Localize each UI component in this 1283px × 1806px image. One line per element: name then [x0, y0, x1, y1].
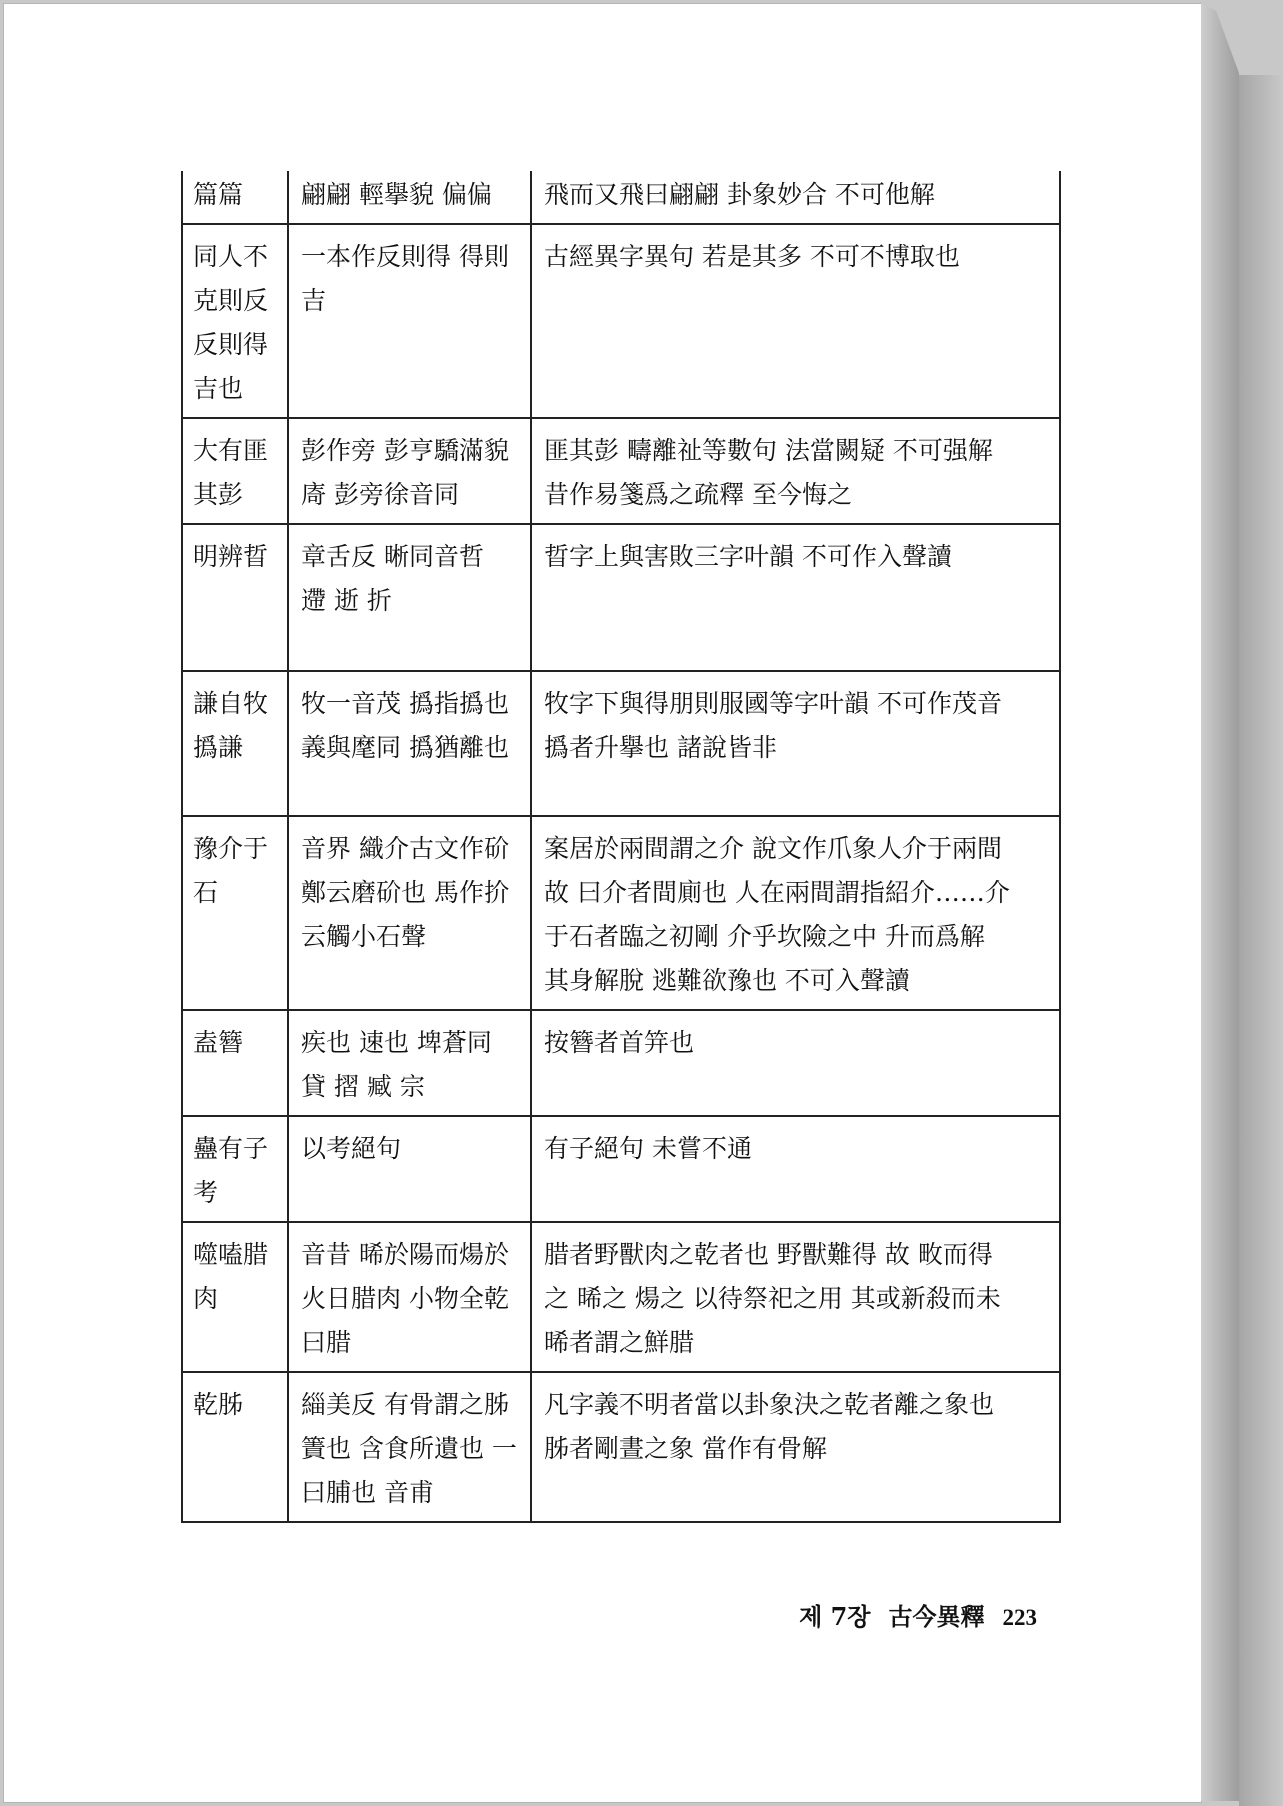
table-row: [182, 524, 1060, 671]
page-edge: [1201, 3, 1239, 1801]
term-cell: 蠱有子考: [182, 1116, 288, 1222]
page-footer: [799, 1597, 1037, 1632]
table-row: [182, 1010, 1060, 1116]
term-cell: 盍簪: [182, 1010, 288, 1116]
table-row: [182, 224, 1060, 418]
comment-cell: 牧字下與得朋則服國等字叶韻 不可作茂音 撝者升擧也 諸說皆非: [531, 671, 1060, 816]
table-row: [182, 418, 1060, 524]
term-cell: 同人不克則反反則得吉也: [182, 224, 288, 418]
comment-cell: 有子絕句 未嘗不通: [531, 1116, 1060, 1222]
note-cell: 彭作旁 彭亨驕滿貌 㢊 彭旁徐音同: [288, 418, 531, 524]
term-cell: 乾胏: [182, 1372, 288, 1522]
term-cell: 謙自牧撝謙: [182, 671, 288, 816]
note-cell: 一本作反則得 得則吉: [288, 224, 531, 418]
table-row: [182, 671, 1060, 816]
note-cell: 音昔 晞於陽而煬於火日腊肉 小物全乾曰腊: [288, 1222, 531, 1372]
note-cell: 疾也 速也 埤蒼同 貸 摺 臧 宗: [288, 1010, 531, 1116]
table-row: [182, 1116, 1060, 1222]
comment-cell: 匪其彭 疇離祉等數句 法當闕疑 不可强解 昔作易箋爲之疏釋 至今悔之: [531, 418, 1060, 524]
note-cell: 牧一音茂 撝指撝也 義與麾同 撝猶離也: [288, 671, 531, 816]
term-cell: 豫介于石: [182, 816, 288, 1010]
page-shadow: [1239, 75, 1283, 1806]
comment-cell: 飛而又飛曰翩翩 卦象妙合 不可他解: [531, 171, 1060, 224]
term-cell: 噬嗑腊肉: [182, 1222, 288, 1372]
note-cell: 以考絕句: [288, 1116, 531, 1222]
table-row: [182, 1222, 1060, 1372]
chapter-label: 제 7장: [799, 1602, 871, 1631]
page-number: 223: [1002, 1605, 1037, 1630]
comment-cell: 腊者野獸肉之乾者也 野獸難得 故 畋而得 之 晞之 煬之 以待祭祀之用 其或新殺而未 晞者謂之鮮腊: [531, 1222, 1060, 1372]
table-row: [182, 171, 1060, 224]
comment-cell: 古經異字異句 若是其多 不可不博取也: [531, 224, 1060, 418]
term-cell: 大有匪其彭: [182, 418, 288, 524]
note-cell: 章舌反 晰同音哲 遰 逝 折: [288, 524, 531, 671]
comment-cell: 按簪者首笄也: [531, 1010, 1060, 1116]
note-cell: 緇美反 有骨謂之胏簀也 含食所遺也 一曰脯也 音甫: [288, 1372, 531, 1522]
table-row: [182, 1372, 1060, 1522]
term-cell: 篇篇: [182, 171, 288, 224]
comment-cell: 凡字義不明者當以卦象決之乾者離之象也 胏者剛晝之象 當作有骨解: [531, 1372, 1060, 1522]
note-cell: 翩翩 輕擧貌 偏偏: [288, 171, 531, 224]
comment-cell: 案居於兩間謂之介 說文作爪象人介于兩間 故 曰介者間廁也 人在兩間謂指紹介……介 于石者臨之初剛 介乎坎險之中 升而爲解 其身解脫 逃難欲豫也 不可入聲讀: [531, 816, 1060, 1010]
annotation-table: [181, 171, 1061, 1523]
comment-cell: 晢字上與害敗三字叶韻 不可作入聲讀: [531, 524, 1060, 671]
term-cell: 明辨晢: [182, 524, 288, 671]
chapter-title: 古今異釋: [888, 1602, 985, 1631]
table-row: [182, 816, 1060, 1010]
note-cell: 音界 織介古文作砎 鄭云磨砎也 馬作扴云觸小石聲: [288, 816, 531, 1010]
